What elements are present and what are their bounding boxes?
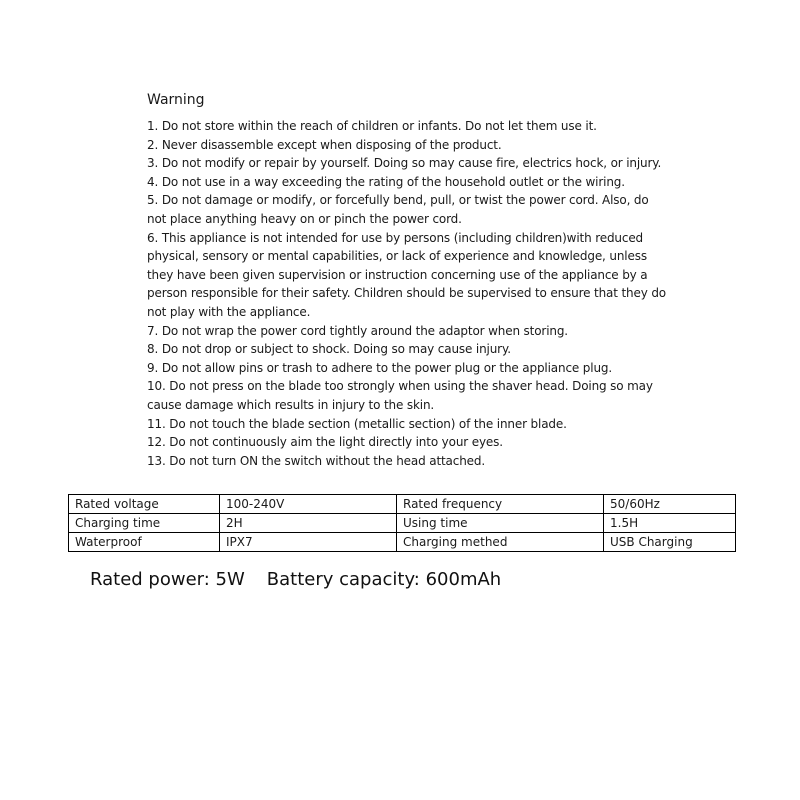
warning-item-1: 1. Do not store within the reach of children or infants. Do not let them use it. xyxy=(147,119,597,133)
warning-item-3: 3. Do not modify or repair by yourself. Doing so may cause fire, electrics hock, or injury. xyxy=(147,156,662,171)
warning-item-11: 11. Do not touch the blade section (metallic section) of the inner blade. xyxy=(147,416,567,431)
warning-item-9: 9. Do not allow pins or trash to adhere to the power plug or the appliance plug. xyxy=(147,360,613,375)
warning-item-8: 8. Do not drop or subject to shock. Doing so may cause injury. xyxy=(147,342,511,357)
warning-title: Warning xyxy=(147,92,205,108)
warning-item-2: 2. Never disassemble except when disposing of the product. xyxy=(147,137,502,152)
spec-value-rated-frequency: 50/60Hz xyxy=(604,495,736,514)
warning-item-13: 13. Do not turn ON the switch without the head attached. xyxy=(147,453,486,468)
warning-item-7: 7. Do not wrap the power cord tightly around the adaptor when storing. xyxy=(147,323,568,338)
rated-power: Rated power: 5W xyxy=(90,569,245,590)
spec-label-charging-time: Charging time xyxy=(69,514,220,533)
spec-label-waterproof: Waterproof xyxy=(69,533,220,552)
table-row xyxy=(69,495,736,514)
spec-label-using-time: Using time xyxy=(397,514,604,533)
spec-value-using-time: 1.5H xyxy=(604,514,736,533)
warning-item-4: 4. Do not use in a way exceeding the rating of the household outlet or the wiring. xyxy=(147,174,625,189)
spec-value-charging-time: 2H xyxy=(220,514,397,533)
warning-item-5: 5. Do not damage or modify, or forcefully bend, pull, or twist the power cord. Also, do not place anything heavy on or pinch the power cord. xyxy=(147,193,649,226)
spec-value-charging-method: USB Charging xyxy=(604,533,736,552)
spec-value-waterproof: IPX7 xyxy=(220,533,397,552)
warning-item-6: 6. This appliance is not intended for use by persons (including children)with reduced physical, sensory or mental capabilities, or lack of experience and knowledge, unless they have been given supervision or instruction concerning use of the appliance by a person responsible for their safety. Children should be supervised to ensure that they do not play with the appliance. xyxy=(147,230,666,319)
warning-item-10: 10. Do not press on the blade too strongly when using the shaver head. Doing so may cause damage which results in injury to the skin. xyxy=(147,379,653,412)
table-row xyxy=(69,514,736,533)
spec-label-rated-frequency: Rated frequency xyxy=(397,495,604,514)
power-summary xyxy=(90,567,501,593)
warning-item-12: 12. Do not continuously aim the light directly into your eyes. xyxy=(147,435,503,450)
warning-section xyxy=(147,89,667,470)
spec-label-charging-method: Charging methed xyxy=(397,533,604,552)
spec-label-rated-voltage: Rated voltage xyxy=(69,495,220,514)
warning-list xyxy=(147,117,667,470)
battery-capacity: Battery capacity: 600mAh xyxy=(266,569,502,590)
spec-value-rated-voltage: 100-240V xyxy=(220,495,397,514)
table-row xyxy=(69,533,736,552)
spec-table xyxy=(68,494,736,552)
